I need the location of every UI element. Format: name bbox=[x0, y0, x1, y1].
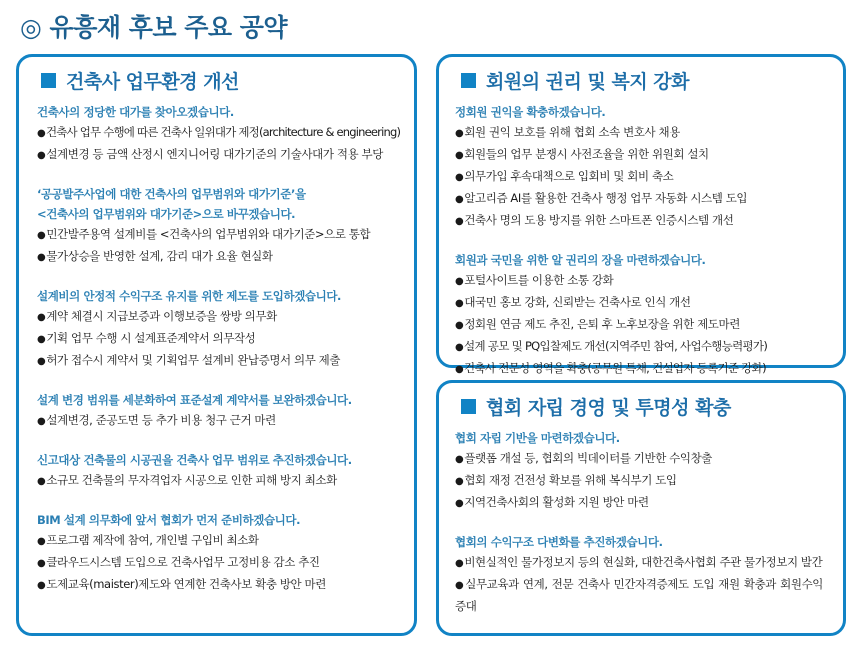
page-title bbox=[20, 8, 287, 44]
square-bullet-icon bbox=[461, 73, 476, 88]
panel-heading-text: 회원의 권리 및 복지 강화 bbox=[486, 71, 689, 93]
pledge-item: ●회원 권익 보호를 위해 협회 소속 변호사 채용 bbox=[455, 125, 680, 139]
pledge-section bbox=[455, 428, 823, 514]
pledge-subtitle: 신고대상 건축물의 시공권을 건축사 업무 범위로 추진하겠습니다. bbox=[37, 453, 352, 467]
double-circle-icon: ◎ bbox=[20, 13, 42, 42]
pledge-item: ●소규모 건축물의 무자격업자 시공으로 인한 피해 방지 최소화 bbox=[37, 473, 337, 487]
pledge-section bbox=[37, 102, 401, 166]
pledge-subtitle: 협회 자립 기반을 마련하겠습니다. bbox=[455, 431, 620, 445]
pledge-section bbox=[37, 450, 396, 492]
pledge-item: ●협회 재정 건전성 확보를 위해 복식부기 도입 bbox=[455, 473, 677, 487]
pledge-subtitle: <건축사의 업무범위와 대가기준>으로 바꾸겠습니다. bbox=[37, 207, 296, 221]
pledge-item: ●민간발주용역 설계비를 <건축사의 업무범위와 대가기준>으로 통합 bbox=[37, 227, 371, 241]
pledge-item: ●계약 체결시 지급보증과 이행보증을 쌍방 의무화 bbox=[37, 309, 277, 323]
pledge-subtitle: 협회의 수익구조 다변화를 추진하겠습니다. bbox=[455, 535, 663, 549]
pledge-item: ●허가 접수시 계약서 및 기획업무 설계비 완납증명서 의무 제출 bbox=[37, 353, 341, 367]
square-bullet-icon bbox=[41, 73, 56, 88]
pledge-item: ●설계변경, 준공도면 등 추가 비용 청구 근거 마련 bbox=[37, 413, 276, 427]
pledge-subtitle: BIM 설계 의무화에 앞서 협회가 먼저 준비하겠습니다. bbox=[37, 513, 301, 527]
panel-heading-text: 협회 자립 경영 및 투명성 확충 bbox=[486, 397, 731, 419]
pledge-item: ●포털사이트를 이용한 소통 강화 bbox=[455, 273, 614, 287]
pledge-item: ●실무교육과 연계, 전문 건축사 민간자격증제도 도입 재원 확충과 회원수익 증대 bbox=[455, 577, 823, 613]
pledge-item: ●비현실적인 물가정보지 등의 현실화, 대한건축사협회 주관 물가정보지 발간 bbox=[455, 555, 823, 569]
pledge-section bbox=[37, 286, 396, 372]
pledge-section bbox=[455, 532, 823, 617]
page-title-text: 유흥재 후보 주요 공약 bbox=[49, 13, 288, 42]
panel-heading bbox=[461, 67, 843, 94]
pledge-item: ●기획 업무 수행 시 설계표준계약서 의무작성 bbox=[37, 331, 256, 345]
pledge-item: ●지역건축사회의 활성화 지원 방안 마련 bbox=[455, 495, 649, 509]
pledge-item: ●물가상승을 반영한 설계, 감리 대가 요율 현실화 bbox=[37, 249, 273, 263]
panel-heading-text: 건축사 업무환경 개선 bbox=[66, 71, 239, 93]
pledge-item: ●클라우드시스템 도입으로 건축사업무 고정비용 감소 추진 bbox=[37, 555, 320, 569]
pledge-item: ●프로그램 제작에 참여, 개인별 구입비 최소화 bbox=[37, 533, 259, 547]
pledge-subtitle: 건축사의 정당한 대가를 찾아오겠습니다. bbox=[37, 105, 234, 119]
panel-heading bbox=[461, 393, 843, 420]
pledge-item: ●대국민 홍보 강화, 신뢰받는 건축사로 인식 개선 bbox=[455, 295, 691, 309]
panel-member-rights-welfare bbox=[436, 54, 846, 375]
square-bullet-icon bbox=[461, 399, 476, 414]
panel-association-independence bbox=[436, 380, 846, 636]
pledge-item: ●건축사 명의 도용 방지를 위한 스마트폰 인증시스템 개선 bbox=[455, 213, 734, 227]
panel-architect-work-environment bbox=[16, 54, 417, 636]
pledge-subtitle: ‘공공발주사업에 대한 건축사의 업무범위와 대가기준’을 bbox=[37, 187, 306, 201]
pledge-subtitle: 설계 변경 범위를 세분화하여 표준설계 계약서를 보완하겠습니다. bbox=[37, 393, 352, 407]
pledge-item: ●건축사 업무 수행에 따른 건축사 일위대가 제정(architecture & engineering) bbox=[37, 125, 401, 139]
pledge-section bbox=[455, 102, 823, 232]
panel-heading bbox=[41, 67, 414, 94]
pledge-subtitle: 정회원 권익을 확충하겠습니다. bbox=[455, 105, 606, 119]
pledge-section bbox=[37, 510, 396, 596]
pledge-item: ●의무가입 후속대책으로 입회비 및 회비 축소 bbox=[455, 169, 674, 183]
pledge-item: ●정회원 연금 제도 추진, 은퇴 후 노후보장을 위한 제도마련 bbox=[455, 317, 740, 331]
pledge-section bbox=[37, 390, 396, 432]
pledge-subtitle: 회원과 국민을 위한 알 권리의 장을 마련하겠습니다. bbox=[455, 253, 706, 267]
pledge-item: ●회원들의 업무 분쟁시 사전조율을 위한 위원회 설치 bbox=[455, 147, 709, 161]
pledge-section bbox=[455, 250, 823, 380]
pledge-item: ●알고리즘 AI를 활용한 건축사 행정 업무 자동화 시스템 도입 bbox=[455, 191, 748, 205]
pledge-subtitle: 설계비의 안정적 수익구조 유지를 위한 제도를 도입하겠습니다. bbox=[37, 289, 342, 303]
pledge-item: ●도제교육(maister)제도와 연계한 건축사보 확충 방안 마련 bbox=[37, 577, 326, 591]
pledge-item: ●플랫폼 개설 등, 협회의 빅데이터를 기반한 수익창출 bbox=[455, 451, 713, 465]
pledge-item: ●설계 공모 및 PQ입찰제도 개선(지역주민 참여, 사업수행능력평가) bbox=[455, 339, 768, 353]
pledge-item: ●건축사 전문성 영역을 확충(공무원 특채, 건설업자 등록기준 강화) bbox=[455, 361, 766, 375]
pledge-section bbox=[37, 184, 396, 268]
pledge-item: ●설계변경 등 금액 산정시 엔지니어링 대가기준의 기술사대가 적용 부당 bbox=[37, 147, 383, 161]
